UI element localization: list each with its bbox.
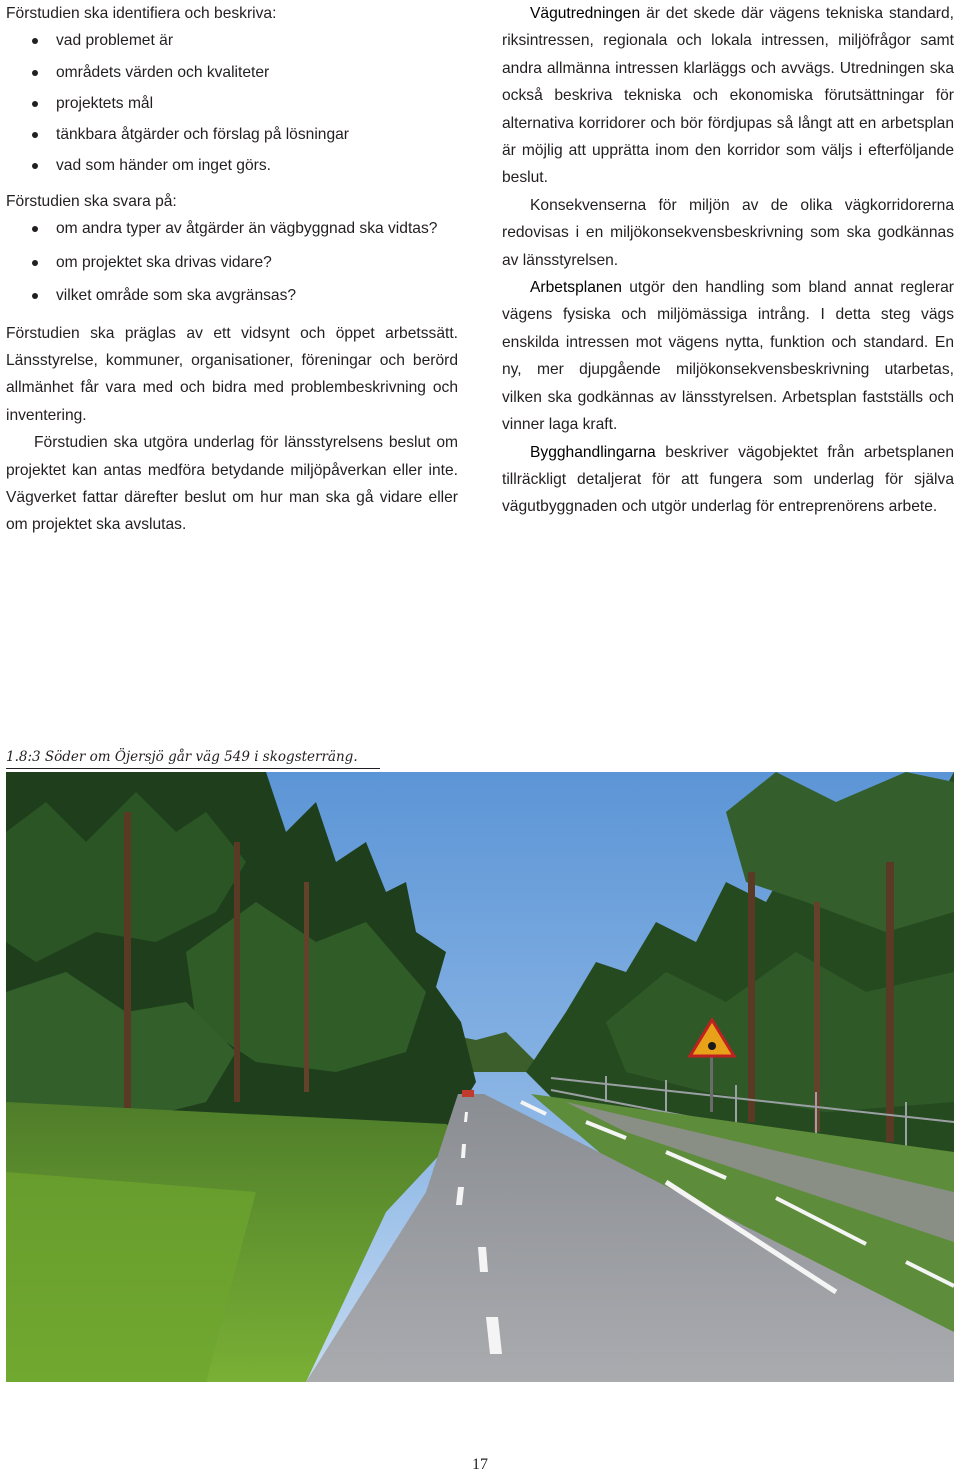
- left-column: [6, 0, 458, 539]
- paragraph-arbetsplanen: Arbetsplanen utgör den handling som bland annat reglerar vägens fysiska och miljömässiga intrång. I detta steg vägs enskilda intressen mot vägens nytta, funktion och standard. En ny, mer djupgående miljökonsekvensbeskrivning utarbetas, vilken ska godkännas av länsstyrelsen. Arbetsplan fastställs och vinner laga kraft.: [502, 279, 954, 434]
- paragraph-konsekvenser: Konsekvenserna för miljön av de olika vägkorridorerna redovisas i en miljökonsekvensbeskrivning som ska godkännas av länsstyrelsen.: [502, 196, 954, 269]
- figure-caption: 1.8:3 Söder om Öjersjö går väg 549 i skogsterräng.: [6, 749, 358, 765]
- list-item: områdets värden och kvaliteter: [56, 59, 458, 86]
- page-number: 17: [472, 1456, 488, 1473]
- list-item: vad problemet är: [56, 27, 458, 54]
- list-item: vilket område som ska avgränsas?: [56, 282, 458, 309]
- paragraph-vagutredningen: Vägutredningen är det skede där vägens tekniska standard, riksintressen, regionala och lokala intressen, miljöfrågor samt andra allmänna intressen klarläggs och avvägs. Utredningen ska också beskriva tekniska och ekonomiska förutsättningar för alternativa korridorer och bör fördjupas så långt att en arbetsplan är möjlig att upprätta inom den korridor som väljs i efterföljande beslut.: [502, 5, 954, 187]
- right-column: [502, 0, 954, 521]
- list-item: om andra typer av åtgärder än vägbyggnad ska vidtas?: [56, 215, 458, 242]
- term-vagutredningen: Vägutredningen: [530, 5, 641, 22]
- paragraph-decision-basis: Förstudien ska utgöra underlag för länsstyrelsens beslut om projektet kan antas medföra betydande miljöpåverkan eller inte. Vägverket fattar därefter beslut om hur man ska gå vidare eller om projektet ska avslutas.: [6, 434, 458, 534]
- paragraph-bygghandlingarna: Bygghandlingarna beskriver vägobjektet från arbetsplanen tillräckligt detaljerat för att fungera som underlag för själva vägutbyggnaden och utgör underlag för entreprenörens arbete.: [502, 443, 954, 516]
- answer-list: [6, 215, 458, 309]
- paragraph-working-method: Förstudien ska präglas av ett vidsynt och öppet arbetssätt. Länsstyrelse, kommuner, organisationer, föreningar och berörd allmänhet får vara med och bidra med problembeskrivning och inventering.: [6, 324, 458, 424]
- caption-rule: [6, 768, 380, 769]
- list-intro-answer: Förstudien ska svara på:: [6, 192, 177, 210]
- term-bygghandlingarna: Bygghandlingarna: [530, 443, 656, 461]
- identify-list: [6, 27, 458, 179]
- list-item: projektets mål: [56, 90, 458, 117]
- term-arbetsplanen: Arbetsplanen: [530, 279, 622, 297]
- list-item: vad som händer om inget görs.: [56, 152, 458, 179]
- list-intro-identify: Förstudien ska identifiera och beskriva:: [6, 5, 277, 22]
- road-photo: [6, 772, 954, 1382]
- list-item: tänkbara åtgärder och förslag på lösningar: [56, 121, 458, 148]
- list-item: om projektet ska drivas vidare?: [56, 249, 458, 276]
